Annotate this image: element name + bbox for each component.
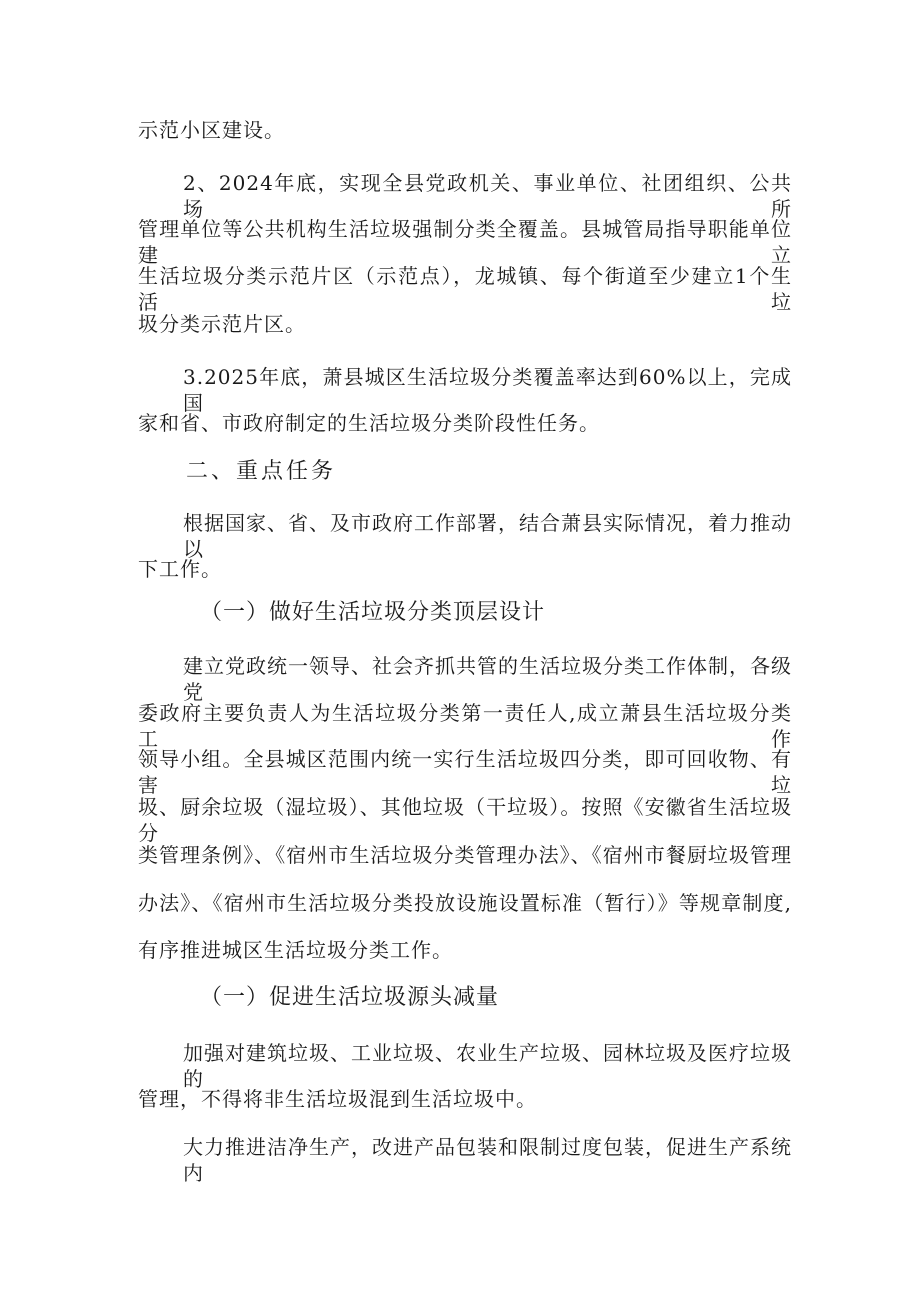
paragraph-line: 有序推进城区生活垃圾分类工作。 <box>138 938 453 962</box>
paragraph-line: 办法》、《宿州市生活垃圾分类投放设施设置标准（暂行）》等规章制度, <box>138 891 792 915</box>
paragraph-line: 2、2024年底，实现全县党政机关、事业单位、社团组织、公共场所 <box>183 171 792 221</box>
paragraph-line: 管理，不得将非生活垃圾混到生活垃圾中。 <box>138 1087 537 1111</box>
paragraph-line: 圾分类示范片区。 <box>138 312 306 336</box>
paragraph-line: 加强对建筑垃圾、工业垃圾、农业生产垃圾、园林垃圾及医疗垃圾的 <box>183 1041 792 1091</box>
paragraph-line: 建立党政统一领导、社会齐抓共管的生活垃圾分类工作体制，各级党 <box>183 654 792 704</box>
paragraph-line: 圾、厨余垃圾（湿垃圾）、其他垃圾（干垃圾）。按照《安徽省生活垃圾分 <box>138 795 792 845</box>
paragraph-line: 生活垃圾分类示范片区（示范点），龙城镇、每个街道至少建立1个生活垃 <box>138 264 792 314</box>
paragraph-line: 示范小区建设。 <box>138 118 285 142</box>
paragraph-line: 3.2025年底，萧县城区生活垃圾分类覆盖率达到60%以上，完成国 <box>183 365 792 415</box>
paragraph-line: 大力推进洁净生产，改进产品包装和限制过度包装，促进生产系统内 <box>183 1135 792 1185</box>
paragraph-line: 领导小组。全县城区范围内统一实行生活垃圾四分类，即可回收物、有害垃 <box>138 747 792 797</box>
paragraph-line: 家和省、市政府制定的生活垃圾分类阶段性任务。 <box>138 411 600 435</box>
subsection-heading: （一）做好生活垃圾分类顶层设计 <box>200 600 546 625</box>
paragraph-line: 委政府主要负责人为生活垃圾分类第一责任人,成立萧县生活垃圾分类工作 <box>138 701 792 751</box>
paragraph-line: 管理单位等公共机构生活垃圾强制分类全覆盖。县城管局指导职能单位建立 <box>138 217 792 267</box>
subsection-heading: （一）促进生活垃圾源头减量 <box>200 985 500 1010</box>
section-heading: 二、重点任务 <box>186 459 337 484</box>
paragraph-line: 类管理条例》、《宿州市生活垃圾分类管理办法》、《宿州市餐厨垃圾管理 <box>138 843 792 867</box>
paragraph-line: 下工作。 <box>138 557 222 581</box>
paragraph-line: 根据国家、省、及市政府工作部署，结合萧县实际情况，着力推动以 <box>183 511 792 561</box>
